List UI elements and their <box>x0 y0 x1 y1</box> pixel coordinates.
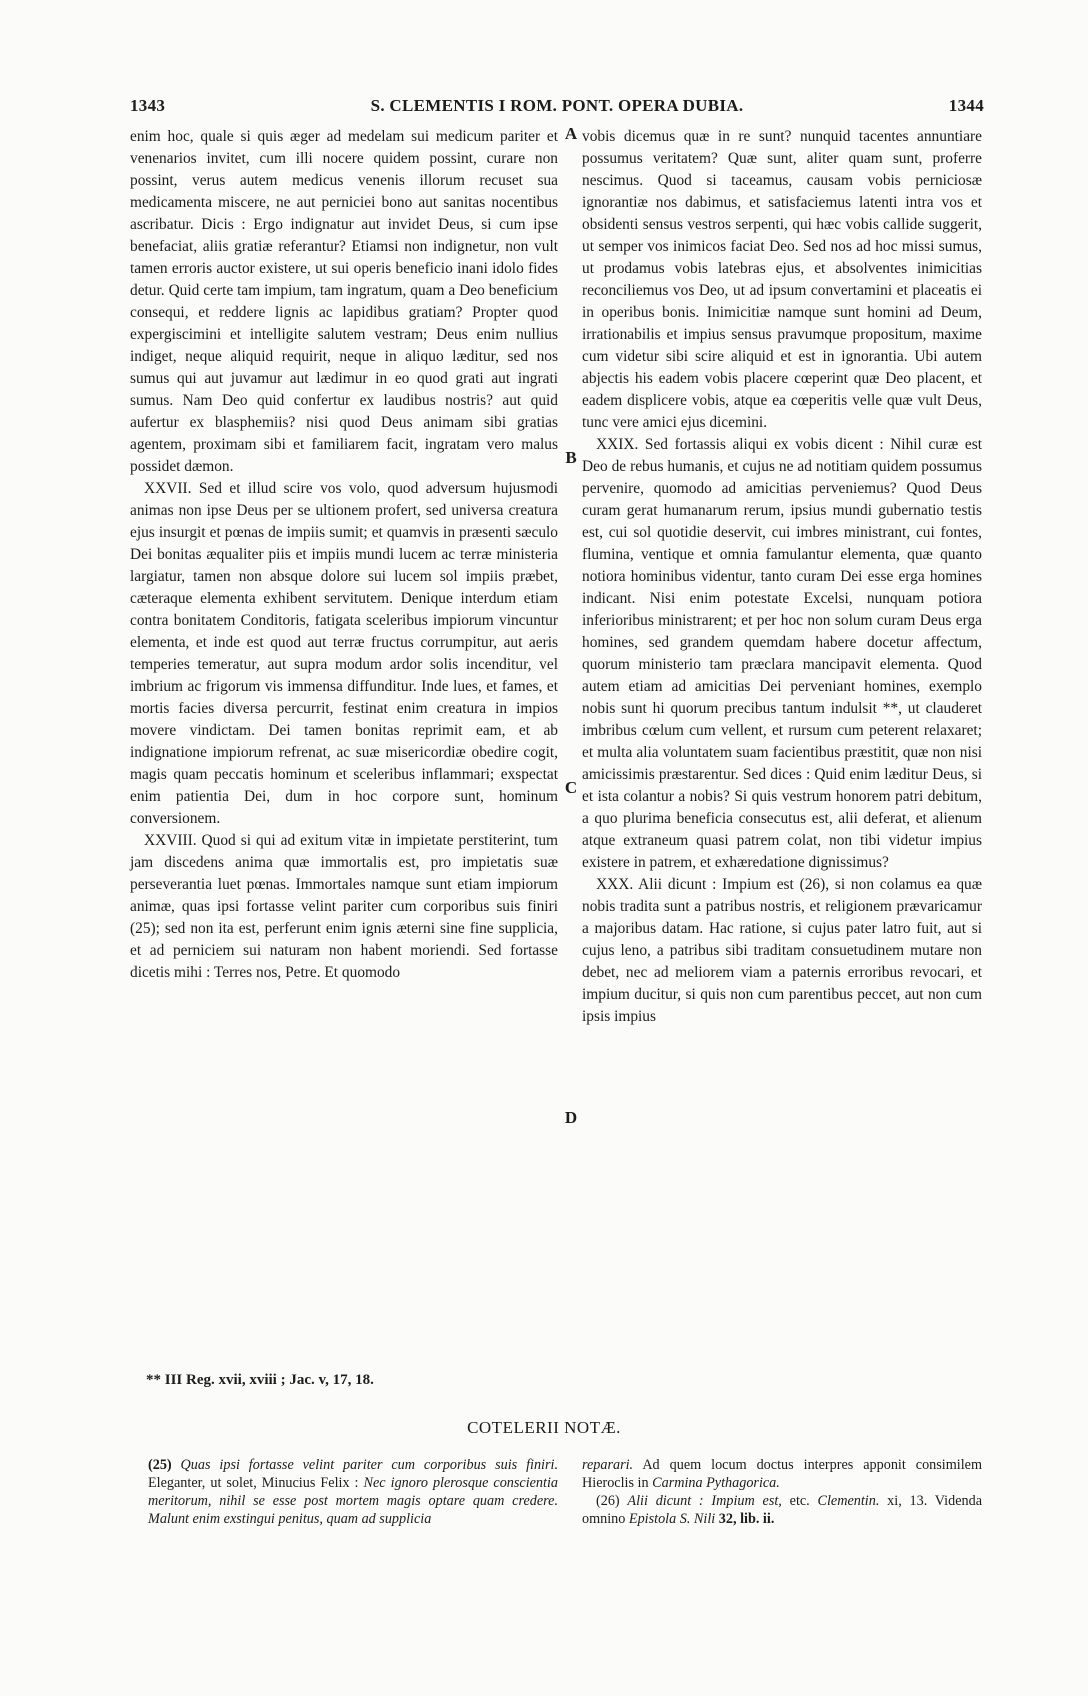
scripture-footnote: ** III Reg. xvii, xviii ; Jac. v, 17, 18. <box>146 1372 374 1388</box>
note-text: Ad quem locum doctus interpres apponit consimilem Hieroclis in <box>582 1457 982 1491</box>
note-25-continued <box>582 1456 982 1492</box>
paragraph-xxix: XXIX. Sed fortassis aliqui ex vobis dicent : Nihil curæ est Deo de rebus humanis, et cujus ne ad notitiam quidem possumus pervenire, quomodo ad amicitias perveniemus? Quod Deus curam gerat humanarum rerum, ipsius mundi gubernatio testis est, cui sol quotidie deservit, cui imbres ministrant, cui fontes, flumina, ventique et omnia famulantur elementa, quæ quanto notiora hominibus videntur, tanto curam Dei esse erga homines indicant. Nisi enim potestate Excelsi, nunquam potiora inferioribus ministrarent; et per hoc non solum curam Deus erga homines, sed grandem quemdam habere docetur affectum, quorum ministerio tam præclara mancipavit elementa. Quod autem etiam ad amicitias Dei perveniant homines, exemplo nobis sunt hi quorum precibus tantum indulsit **, ut clauderet imbribus cœlum cum vellent, et rursum cum peterent relaxaret; et multa alia voluntatem suam facientibus præstitit, quæ non nisi amicissimis præstarentur. Sed dices : Quid enim læditur Deus, si et ista colantur a nobis? Si quis vestrum honorem patri debitum, a quo plurima beneficia consecutus est, alii deferat, et alienum atque extraneum quasi patrem colat, non tibi videtur impius existere in patrem, et exhæredatione dignissimus? <box>582 436 982 871</box>
note-quote: Nec ignoro plerosque conscientia meritorum, nihil se esse post mortem magis optare quam credere. Malunt enim exstingui penitus, quam ad supplicia <box>148 1475 559 1527</box>
note-text: Eleganter, ut solet, Minucius Felix : <box>148 1475 359 1491</box>
running-title: S. CLEMENTIS I ROM. PONT. OPERA DUBIA. <box>370 96 744 115</box>
page-number-left: 1343 <box>130 96 166 115</box>
note-reference: Clementin. <box>817 1493 880 1509</box>
note-text: etc. <box>789 1493 810 1509</box>
note-text: 32, lib. ii. <box>718 1511 775 1527</box>
margin-letter-a: A <box>564 124 578 143</box>
notes-left-column <box>148 1456 558 1528</box>
note-number: (25) <box>148 1457 172 1473</box>
paragraph-xxviii: XXVIII. Quod si qui ad exitum vitæ in impietate perstiterint, tum jam discedens anima quæ immortalis est, pro impietatis suæ perseverantia luet pœnas. Immortales namque sunt etiam impiorum animæ, quas ipsi fortasse velint pariter cum corporibus suis finiri (25); sed non ita est, perferunt enim ignis æterni sine fine supplicia, et ad perniciem sui naturam non habent moriendi. Sed fortasse dicetis mihi : Terres nos, Petre. Et quomodo <box>130 832 558 981</box>
paragraph-xxx: XXX. Alii dicunt : Impium est (26), si non colamus ea quæ nobis tradita sunt a patribus nostris, et religionem prævaricamur a majoribus datam. Hac ratione, si cujus pater latro fuit, aut si cujus leno, a patribus sibi traditam consuetudinem mutare non debet, nec ad meliorem viam a paternis erroribus revocari, et impium ducitur, si quis non cum parentibus peccet, aut non cum ipsis impius <box>582 876 982 1025</box>
notes-heading: COTELERII NOTÆ. <box>467 1418 621 1437</box>
note-number: (26) <box>596 1493 620 1509</box>
notes-right-column <box>582 1456 982 1528</box>
note-26 <box>582 1492 982 1528</box>
margin-letter-d: D <box>564 1108 578 1127</box>
note-quote: Alii dicunt : Impium est, <box>627 1493 782 1509</box>
note-quote: reparari. <box>582 1457 634 1473</box>
paragraph-xxvii: XXVII. Sed et illud scire vos volo, quod adversum hujusmodi animas non ipse Deus per se ultionem profert, sed universa creatura ejus insurgit et pœnas de impiis sumit; et quamvis in præsenti sæculo Dei bonitas æqualiter piis et impiis mundi lucem ac terræ ministeria largiatur, tamen non absque dolore sui lucem sol impiis præbet, cæteraque elementa exhibent servitutem. Denique interdum etiam contra bonitatem Conditoris, fatigata sceleribus impiorum vincuntur elementa, et inde est quod aut terræ fructus corrumpitur, aut aeris temperies temeratur, aut supra modum ardor solis incenditur, vel imbrium ac frigorum vis immensa diffunditur. Inde lues, et fames, et mortis facies diversa percurrit, festinat enim creatura in impios movere vindictam. Dei tamen bonitas reprimit eam, et ab indignatione impiorum refrenat, ac suæ misericordiæ obedire cogit, magis quam peccatis hominum et sceleribus inflammari; exspectat enim patientia Dei, dum in hoc corpore sunt, hominum conversionem. <box>130 480 558 827</box>
note-quote: Quas ipsi fortasse velint pariter cum corporibus suis finiri. <box>180 1457 558 1473</box>
note-text: xi, 13. Videnda omnino <box>582 1493 982 1527</box>
note-reference: Epistola S. Nili <box>628 1511 716 1527</box>
left-column <box>130 126 558 984</box>
margin-letter-c: C <box>564 778 578 797</box>
paragraph: enim hoc, quale si quis æger ad medelam sui medicum pariter et venenarios invitet, cum illi nocere quidem possint, curare non possint, verus autem medicus venenis illorum recuset sua medicamenta miscere, ne aut perniciei bono aut sanitas nocentibus ascribatur. Dicis : Ergo indignatur aut invidet Deus, si cum ipse benefaciat, aliis gratiæ referantur? Etiamsi non indignetur, non vult tamen erroris auctor existere, ut sui operis beneficio inani idolo fides detur. Quid certe tam impium, tam ingratum, quam a Deo beneficium consequi, et reddere lignis ac lapidibus gratiam? Propter quod expergiscimini et intelligite salutem vestram; Deus enim nullius indiget, neque aliquid requirit, neque in aliquo læditur, sed nos sumus qui aut juvamur aut lædimur in eo quod grati aut ingrati sumus. Nam Deo quid confertur ex laudibus nostris? aut quid aufertur ex blasphemiis? nisi quod Deus animam sibi gratias agentem, proximam sibi et familiarem facit, ingratam vero malus possidet dæmon. <box>130 128 558 475</box>
page-number-right: 1344 <box>948 96 984 115</box>
note-work-title: Carmina Pythagorica. <box>652 1475 780 1491</box>
note-25 <box>148 1456 558 1528</box>
margin-letter-b: B <box>565 448 577 467</box>
right-column <box>582 126 982 1028</box>
paragraph: vobis dicemus quæ in re sunt? nunquid tacentes annuntiare possumus veritatem? Quæ sunt, aliter quam sunt, proferre nescimus. Quod si taceamus, causam vobis perniciosæ ignorantiæ nos dabimus, et satisfaciemus latenti intra vos et obsidenti sensus vestros serpenti, qui hæc vobis callide suggerit, ut semper vos inimicos faciat Deo. Sed nos ad hoc missi sumus, ut prodamus vobis latebras ejus, et absolventes inimicitias reconciliemus vos Deo, ut ad ipsum convertamini et placeatis ei in operibus bonis. Inimicitiæ namque sunt homini ad Deum, irrationabilis et impius sensus pravumque propositum, maxime cum videtur sibi scire aliquid et est in ignorantia. Ubi autem abjectis his eadem vobis placere cœperint quæ Deo placent, et eadem displicere vobis, atque ea cœperitis velle quæ vult Deus, tunc vere amici ejus dicemini. <box>582 128 982 431</box>
running-header <box>130 96 984 120</box>
